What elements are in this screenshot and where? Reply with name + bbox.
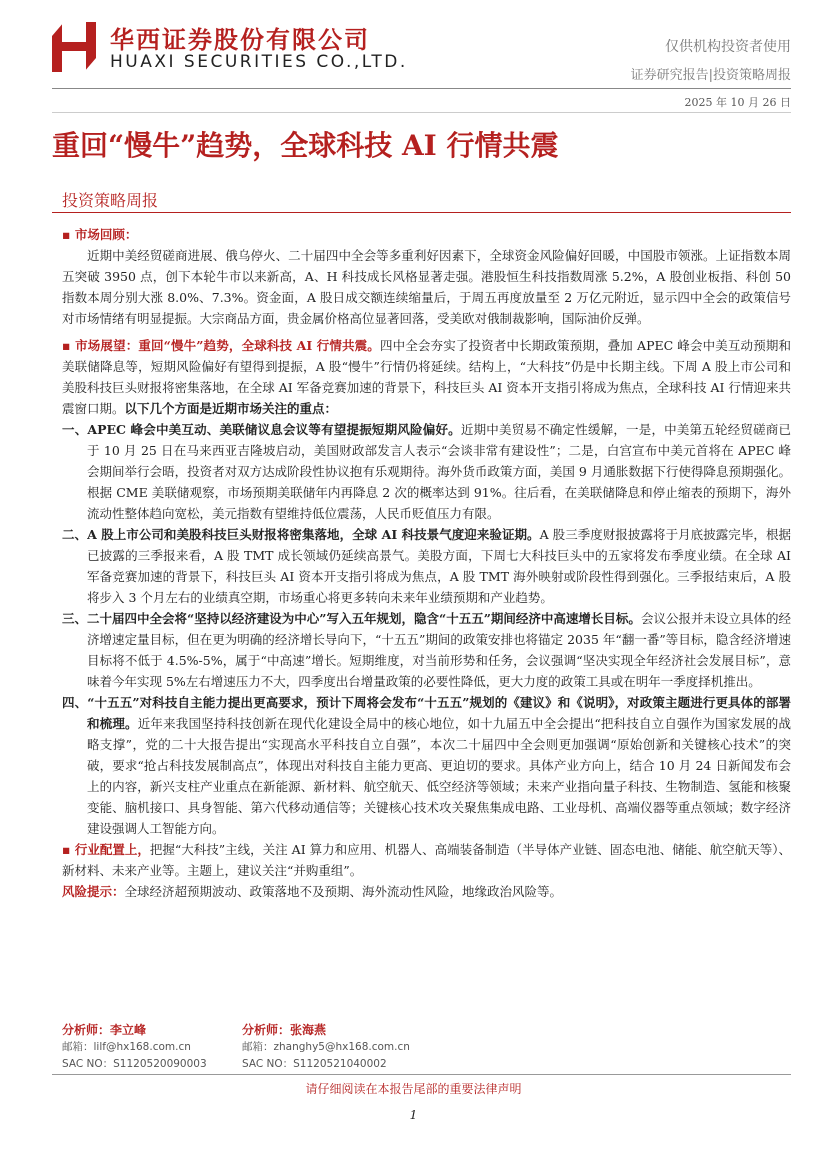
point-1-body: 近期中美贸易不确定性缓解，一是，中美第五轮经贸磋商已于 10 月 25 日在马来西亚吉隆坡启动，美国财政部发言人表示“会谈非常有建设性”；二是，白宫宣布中美元首将在 APEC 峰会期间举行会晤，投资者对双方达成阶段性协议抱有乐观期待。海外货币政策方面，美国 9 月通胀数据下行使得降息预期强化。根据 CME 美联储观察，市场预期美联储年内再降息 2 次的概率达到 91%。往后看，在美联储降息和停止缩表的预期下，海外流动性整体趋向宽松，美元指数有望维持低位震荡，人民币贬值压力有限。: [87, 422, 791, 521]
analyst-2-name: 张海燕: [290, 1023, 327, 1037]
report-date: 2025 年 10 月 26 日: [684, 96, 791, 109]
point-4: [62, 692, 791, 839]
date-divider: [52, 112, 791, 113]
header-divider: [52, 88, 791, 89]
outlook-body: 四中全会夯实了投资者中长期政策预期，叠加 APEC 峰会中美互动预期和美联储降息等，短期风险偏好有望得到提振，A 股“慢牛”行情仍将延续。结构上，“大科技”仍是中长期主线。下周 A 股上市公司和美股科技巨头财报将密集落地，在全球 AI 军备竞赛加速的背景下，科技巨头 AI 资本开支指引将成为焦点，全球科技 AI 行情迎来共震窗口期。: [62, 338, 791, 416]
risk-heading: 风险提示：: [62, 884, 125, 899]
risk-paragraph: [62, 881, 791, 902]
analyst-1-sac: SAC NO：S1120520090003: [62, 1058, 207, 1070]
analyst-2-label: 分析师：: [242, 1023, 291, 1037]
analyst-1: [62, 1022, 207, 1073]
report-title: 重回“慢牛”趋势，全球科技 AI 行情共震: [52, 129, 559, 162]
point-2: [62, 524, 791, 608]
page-number: 1: [409, 1108, 418, 1122]
report-body: [62, 224, 791, 902]
point-4-heading: 四、“十五五”对科技自主能力提出更高要求，预计下周将会发布“十五五”规划的《建议》和《说明》，对政策主题进行更具体的部署和梳理。: [62, 695, 791, 731]
analyst-1-name: 李立峰: [110, 1023, 147, 1037]
outlook-heading: ▪ 市场展望：重回“慢牛”趋势，全球科技 AI 行情共震。: [62, 338, 380, 353]
point-4-body: 近年来我国坚持科技创新在现代化建设全局中的核心地位，如十九届五中全会提出“把科技自立自强作为国家发展的战略支撑”，党的二十大报告提出“实现高水平科技自立自强”，本次二十届四中全会则更加强调“原始创新和关键核心技术”的突破，要求“抢占科技发展制高点”，体现出对科技自主能力更高、更迫切的要求。具体产业方向上，结合 10 月 24 日新闻发布会上的内容，新兴支柱产业重点在新能源、新材料、航空航天、低空经济等领域；未来产业指向量子科技、生物制造、氢能和核聚变能、脑机接口、具身智能、第六代移动通信等；关键核心技术攻关聚焦集成电路、工业母机、高端仪器等重点领域；数字经济建设强调人工智能方向。: [87, 716, 791, 836]
outlook-tail: 以下几个方面是近期市场关注的重点：: [124, 401, 338, 416]
point-1: [62, 419, 791, 524]
allocation-heading: ▪ 行业配置上，: [62, 842, 150, 857]
analyst-2-sac: SAC NO：S1120521040002: [242, 1058, 387, 1070]
point-1-heading: 一、APEC 峰会中美互动、美联储议息会议等有望提振短期风险偏好。: [62, 422, 461, 437]
market-review-body: 近期中美经贸磋商进展、俄乌停火、二十届四中全会等多重利好因素下，全球资金风险偏好回暖，中国股市领涨。上证指数本周五突破 3950 点，创下本轮牛市以来新高，A、H 科技成长风格显著走强。港股恒生科技指数周涨 5.2%，A 股创业板指、科创 50 指数本周分别大涨 8.0%、7.3%。资金面，A 股日成交额连续缩量后，于周五再度放量至 2 万亿元附近，显示四中全会的政策信号对市场情绪有明显提振。大宗商品方面，贵金属价格高位显著回落，受美欧对俄制裁影响，国际油价反弹。: [62, 248, 791, 326]
market-review-heading: ▪ 市场回顾：: [62, 227, 138, 242]
analyst-2: [242, 1022, 410, 1073]
allocation-paragraph: [62, 839, 791, 881]
point-2-heading: 二、A 股上市公司和美股科技巨头财报将密集落地，全球 AI 科技景气度迎来验证期。: [62, 527, 540, 542]
point-2-body: A 股三季度财报披露将于月底披露完毕，根据已披露的三季报来看，A 股 TMT 成长领域仍延续高景气。美股方面，下周七大科技巨头中的五家将发布季度业绩。在全球 AI 军备竞赛加速的背景下，科技巨头 AI 资本开支指引将成为焦点，A 股 TMT 海外映射或阶段性得到强化。三季报结束后，A 股将步入 3 个月左右的业绩真空期，市场重心将更多转向未来年业绩预期和产业趋势。: [87, 527, 791, 605]
analyst-1-email-label: 邮箱：: [62, 1041, 94, 1053]
allocation-body: 把握“大科技”主线，关注 AI 算力和应用、机器人、高端装备制造（半导体产业链、固态电池、储能、航空航天等）、新材料、未来产业等。主题上，建议关注“并购重组”。: [62, 842, 791, 878]
analyst-2-email-label: 邮箱：: [242, 1041, 274, 1053]
point-3: [62, 608, 791, 692]
outlook-paragraph: [62, 335, 791, 419]
audience-disclaimer: 仅供机构投资者使用: [665, 39, 791, 55]
firm-name-en: HUAXI SECURITIES CO.,LTD.: [110, 52, 408, 72]
analyst-1-email[interactable]: lilf@hx168.com.cn: [93, 1041, 191, 1053]
footer-divider: [52, 1074, 791, 1075]
legal-notice-link[interactable]: 请仔细阅读在本报告尾部的重要法律声明: [305, 1082, 522, 1096]
report-subtitle: 投资策略周报: [62, 191, 159, 210]
report-type: 证券研究报告|投资策略周报: [630, 68, 791, 83]
risk-body: 全球经济超预期波动、政策落地不及预期、海外流动性风险，地缘政治风险等。: [124, 884, 563, 899]
point-3-body: 会议公报并未设立具体的经济增速定量目标，但在更为明确的经济增长导向下，“十五五”期间的政策安排也将锚定 2035 年“翻一番”等目标，隐含经济增速目标将不低于 4.5%-5%，属于“中高速”增长。短期维度，对当前形势和任务，会议强调“坚决实现全年经济社会发展目标”，意味着今年实现 5%左右增速压力不大，四季度出台增量政策的必要性降低，更大力度的政策工具或在明年一季度择机推出。: [87, 611, 791, 689]
analyst-1-label: 分析师：: [62, 1023, 111, 1037]
subtitle-divider: [52, 212, 791, 213]
huaxi-logo-icon: [52, 22, 96, 72]
firm-name-cn: 华西证券股份有限公司: [110, 26, 370, 54]
analyst-2-email[interactable]: zhanghy5@hx168.com.cn: [273, 1041, 410, 1053]
point-3-heading: 三、二十届四中全会将“坚持以经济建设为中心”写入五年规划，隐含“十五五”期间经济中高速增长目标。: [62, 611, 641, 626]
